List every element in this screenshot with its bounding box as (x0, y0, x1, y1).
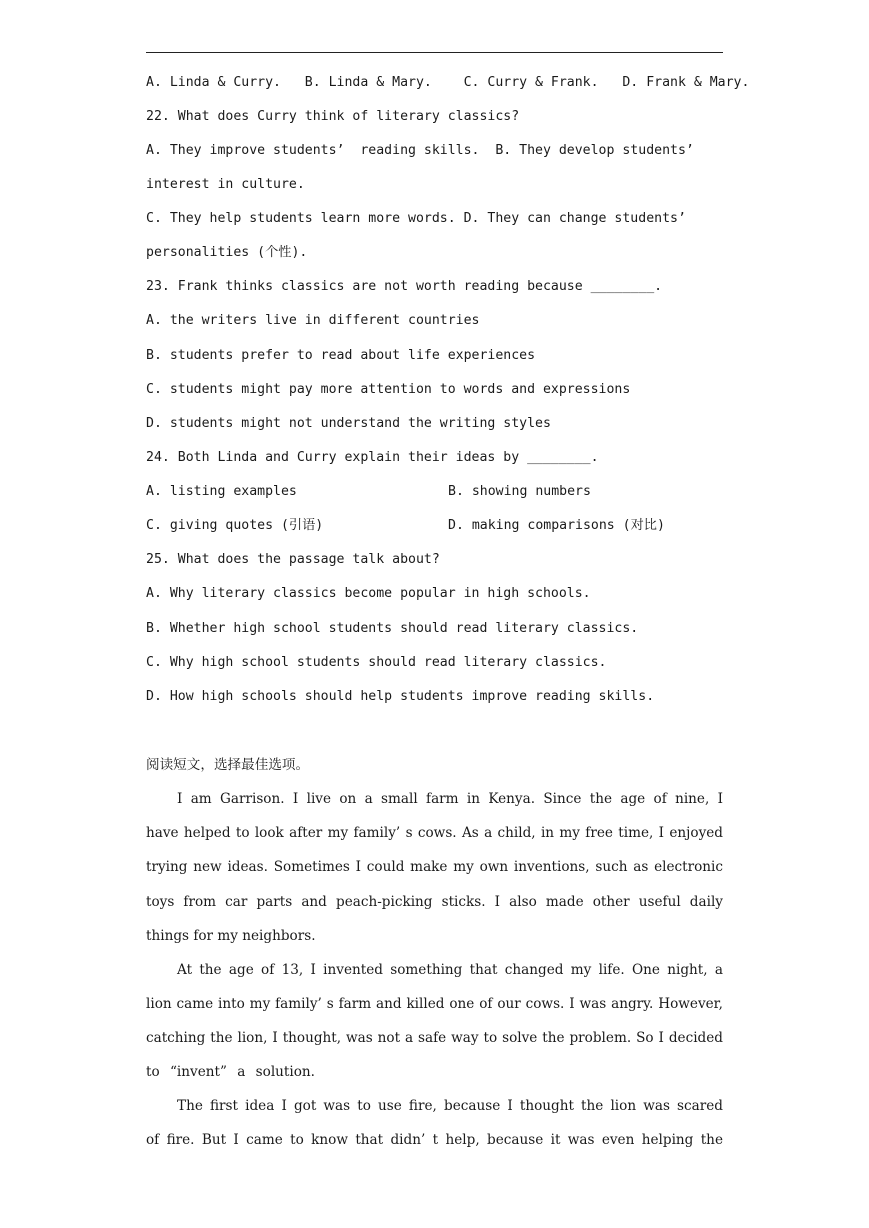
q24-option-d: D. making comparisons (对比) (448, 518, 665, 533)
q24-option-c: C. giving quotes (引语) (146, 518, 324, 533)
passage-line: trying new ideas. Sometimes I could make my own inventions, such as electronic (146, 859, 723, 875)
q22-option-line: C. They help students learn more words. D. They can change students’ (146, 211, 686, 226)
passage-line: lion came into my family’ s farm and killed one of our cows. I was angry. However, (146, 996, 723, 1012)
q25-option-d: D. How high schools should help students improve reading skills. (146, 689, 655, 704)
q25-option-a: A. Why literary classics become popular in high schools. (146, 586, 591, 601)
q25-option-b: B. Whether high school students should read literary classics. (146, 621, 639, 636)
passage-line: I am Garrison. I live on a small farm in Kenya. Since the age of nine, I (177, 791, 723, 807)
q23-option-d: D. students might not understand the writing styles (146, 416, 551, 431)
section-heading: 阅读短文，选择最佳选项。 (146, 757, 310, 773)
passage-line: The first idea I got was to use fire, because I thought the lion was scared (177, 1098, 723, 1114)
q25-stem: 25. What does the passage talk about? (146, 552, 440, 567)
passage-line: have helped to look after my family’ s cows. As a child, in my free time, I enjoyed (146, 825, 723, 841)
q23-option-a: A. the writers live in different countries (146, 313, 480, 328)
passage-line: things for my neighbors. (146, 928, 316, 944)
q22-option-line: A. They improve students’ reading skills. B. They develop students’ (146, 143, 694, 158)
passage-line: catching the lion, I thought, was not a safe way to solve the problem. So I decided (146, 1030, 723, 1046)
passage-line: At the age of 13, I invented something that changed my life. One night, a (177, 962, 723, 978)
passage-line: toys from car parts and peach-picking sticks. I also made other useful daily (146, 894, 723, 910)
passage-line: to “invent” a solution. (146, 1064, 315, 1080)
q24-stem: 24. Both Linda and Curry explain their ideas by ________. (146, 450, 599, 465)
q23-option-c: C. students might pay more attention to words and expressions (146, 382, 631, 397)
q25-option-c: C. Why high school students should read literary classics. (146, 655, 607, 670)
q23-option-b: B. students prefer to read about life experiences (146, 348, 536, 363)
q22-option-line: personalities (个性). (146, 245, 308, 260)
q21-options: A. Linda & Curry. B. Linda & Mary. C. Curry & Frank. D. Frank & Mary. (146, 75, 750, 90)
q24-option-b: B. showing numbers (448, 484, 591, 499)
header-rule (146, 52, 723, 53)
q22-stem: 22. What does Curry think of literary classics? (146, 109, 520, 124)
q24-option-a: A. listing examples (146, 484, 297, 499)
q22-option-line: interest in culture. (146, 177, 305, 192)
passage-line: of fire. But I came to know that didn’ t help, because it was even helping the (146, 1132, 723, 1148)
q23-stem: 23. Frank thinks classics are not worth reading because ________. (146, 279, 663, 294)
